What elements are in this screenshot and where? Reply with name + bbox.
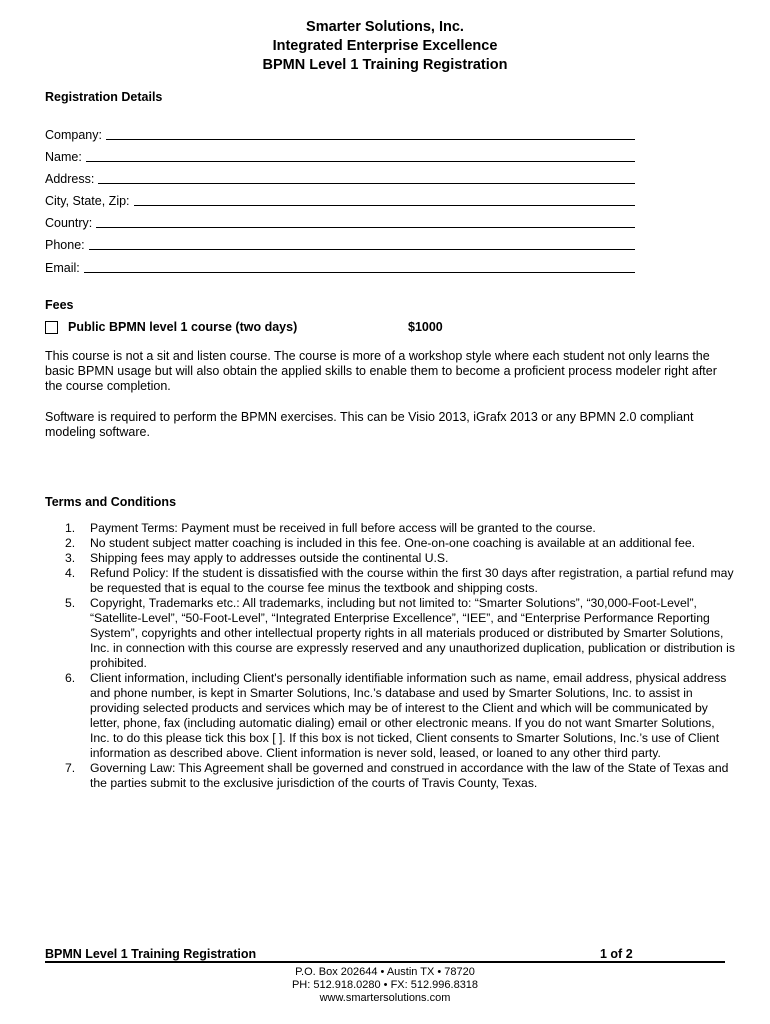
item-number: 2. [65, 536, 76, 550]
list-item [45, 671, 735, 761]
item-number: 5. [65, 596, 76, 610]
company-field[interactable] [45, 126, 635, 142]
item-number: 3. [65, 551, 76, 565]
item-text: No student subject matter coaching is included in this fee. One-on-one coaching is available at an additional fee. [90, 536, 696, 550]
page-number: 1 of 2 [600, 947, 633, 961]
country-field[interactable] [45, 214, 635, 230]
address-line[interactable] [98, 182, 635, 184]
country-label: Country: [45, 216, 93, 230]
company-line[interactable] [106, 138, 635, 140]
course-label: Public BPMN level 1 course (two days) [68, 320, 298, 334]
footer-divider [45, 961, 725, 963]
item-text: Client information, including Client's personally identifiable information such as name, email address, physical address and phone number, is kept in Smarter Solutions, Inc.’s database and used by Smarter Solutions, Inc. to assist in providing selected products and services which may be of interest to the Client and which will be communicated by letter, phone, fax (including automatic dialing) email or other electronic means. If you do not want Smarter Solutions, Inc. to do this please tick this box [ ]. If this box is not ticked, Client consents to Smarter Solutions, Inc.’s use of Client information as described above. Client information is never sold, leased, or loaned to any other third party. [90, 671, 727, 760]
city-state-zip-label: City, State, Zip: [45, 194, 130, 208]
address-label: Address: [45, 172, 95, 186]
terms-heading: Terms and Conditions [45, 495, 177, 509]
item-text: Payment Terms: Payment must be received in full before access will be granted to the course. [90, 521, 596, 535]
program-title: Integrated Enterprise Excellence [272, 38, 498, 54]
list-item [45, 551, 735, 566]
footer-website: www.smartersolutions.com [319, 992, 451, 1004]
item-number: 6. [65, 671, 76, 685]
list-item [45, 596, 735, 671]
email-field[interactable] [45, 259, 635, 275]
course-checkbox[interactable] [45, 321, 58, 334]
email-line[interactable] [84, 271, 635, 273]
phone-field[interactable] [45, 236, 635, 252]
list-item [45, 566, 735, 596]
phone-label: Phone: [45, 238, 85, 252]
address-field[interactable] [45, 170, 635, 186]
list-item [45, 521, 735, 536]
course-price: $1000 [408, 320, 443, 334]
item-number: 1. [65, 521, 76, 535]
course-description: This course is not a sit and listen course. The course is more of a workshop style where each student not only learns the basic BPMN usage but will also obtain the applied skills to enable them to become a proficient process modeler right after the course completion. [45, 349, 717, 394]
company-title: Smarter Solutions, Inc. [306, 19, 464, 35]
item-number: 4. [65, 566, 76, 580]
name-line[interactable] [86, 160, 635, 162]
list-item [45, 536, 735, 551]
city-state-zip-field[interactable] [45, 192, 635, 208]
email-label: Email: [45, 261, 80, 275]
country-line[interactable] [96, 226, 635, 228]
item-number: 7. [65, 761, 76, 775]
list-item [45, 761, 735, 791]
city-state-zip-line[interactable] [134, 204, 635, 206]
registration-heading: Registration Details [45, 90, 163, 104]
footer-phone: PH: 512.918.0280 • FX: 512.996.8318 [291, 979, 479, 991]
footer-document-title: BPMN Level 1 Training Registration [45, 947, 257, 961]
phone-line[interactable] [89, 248, 635, 250]
item-text: Refund Policy: If the student is dissatisfied with the course within the first 30 days after registration, a partial refund may be requested that is equal to the course fee minus the textbook and shipping costs. [90, 566, 734, 595]
footer-address: P.O. Box 202644 • Austin TX • 78720 [295, 966, 475, 978]
name-field[interactable] [45, 148, 635, 164]
item-text: Shipping fees may apply to addresses outside the continental U.S. [90, 551, 449, 565]
item-text: Governing Law: This Agreement shall be governed and construed in accordance with the law of the State of Texas and the parties submit to the exclusive jurisdiction of the courts of Travis County, Texas. [90, 761, 729, 790]
company-label: Company: [45, 128, 102, 142]
terms-list [45, 521, 735, 791]
software-requirement: Software is required to perform the BPMN exercises. This can be Visio 2013, iGrafx 2013 or any BPMN 2.0 compliant modeling software. [45, 410, 694, 440]
item-text: Copyright, Trademarks etc.: All trademarks, including but not limited to: “Smarter Solutions”, “30,000-Foot-Level”, “Satellite-Level”, “50-Foot-Level”, “Integrated Enterprise Excellence”, “IEE”, and “Enterprise Performance Reporting System”, copyrights and other intellectual property rights in all materials produced or distributed by Smarter Solutions, Inc. in connection with this course are expressly reserved and any unauthorized duplication, publication or distribution is prohibited. [90, 596, 735, 670]
name-label: Name: [45, 150, 82, 164]
fees-heading: Fees [45, 298, 74, 312]
document-title: BPMN Level 1 Training Registration [262, 57, 508, 73]
